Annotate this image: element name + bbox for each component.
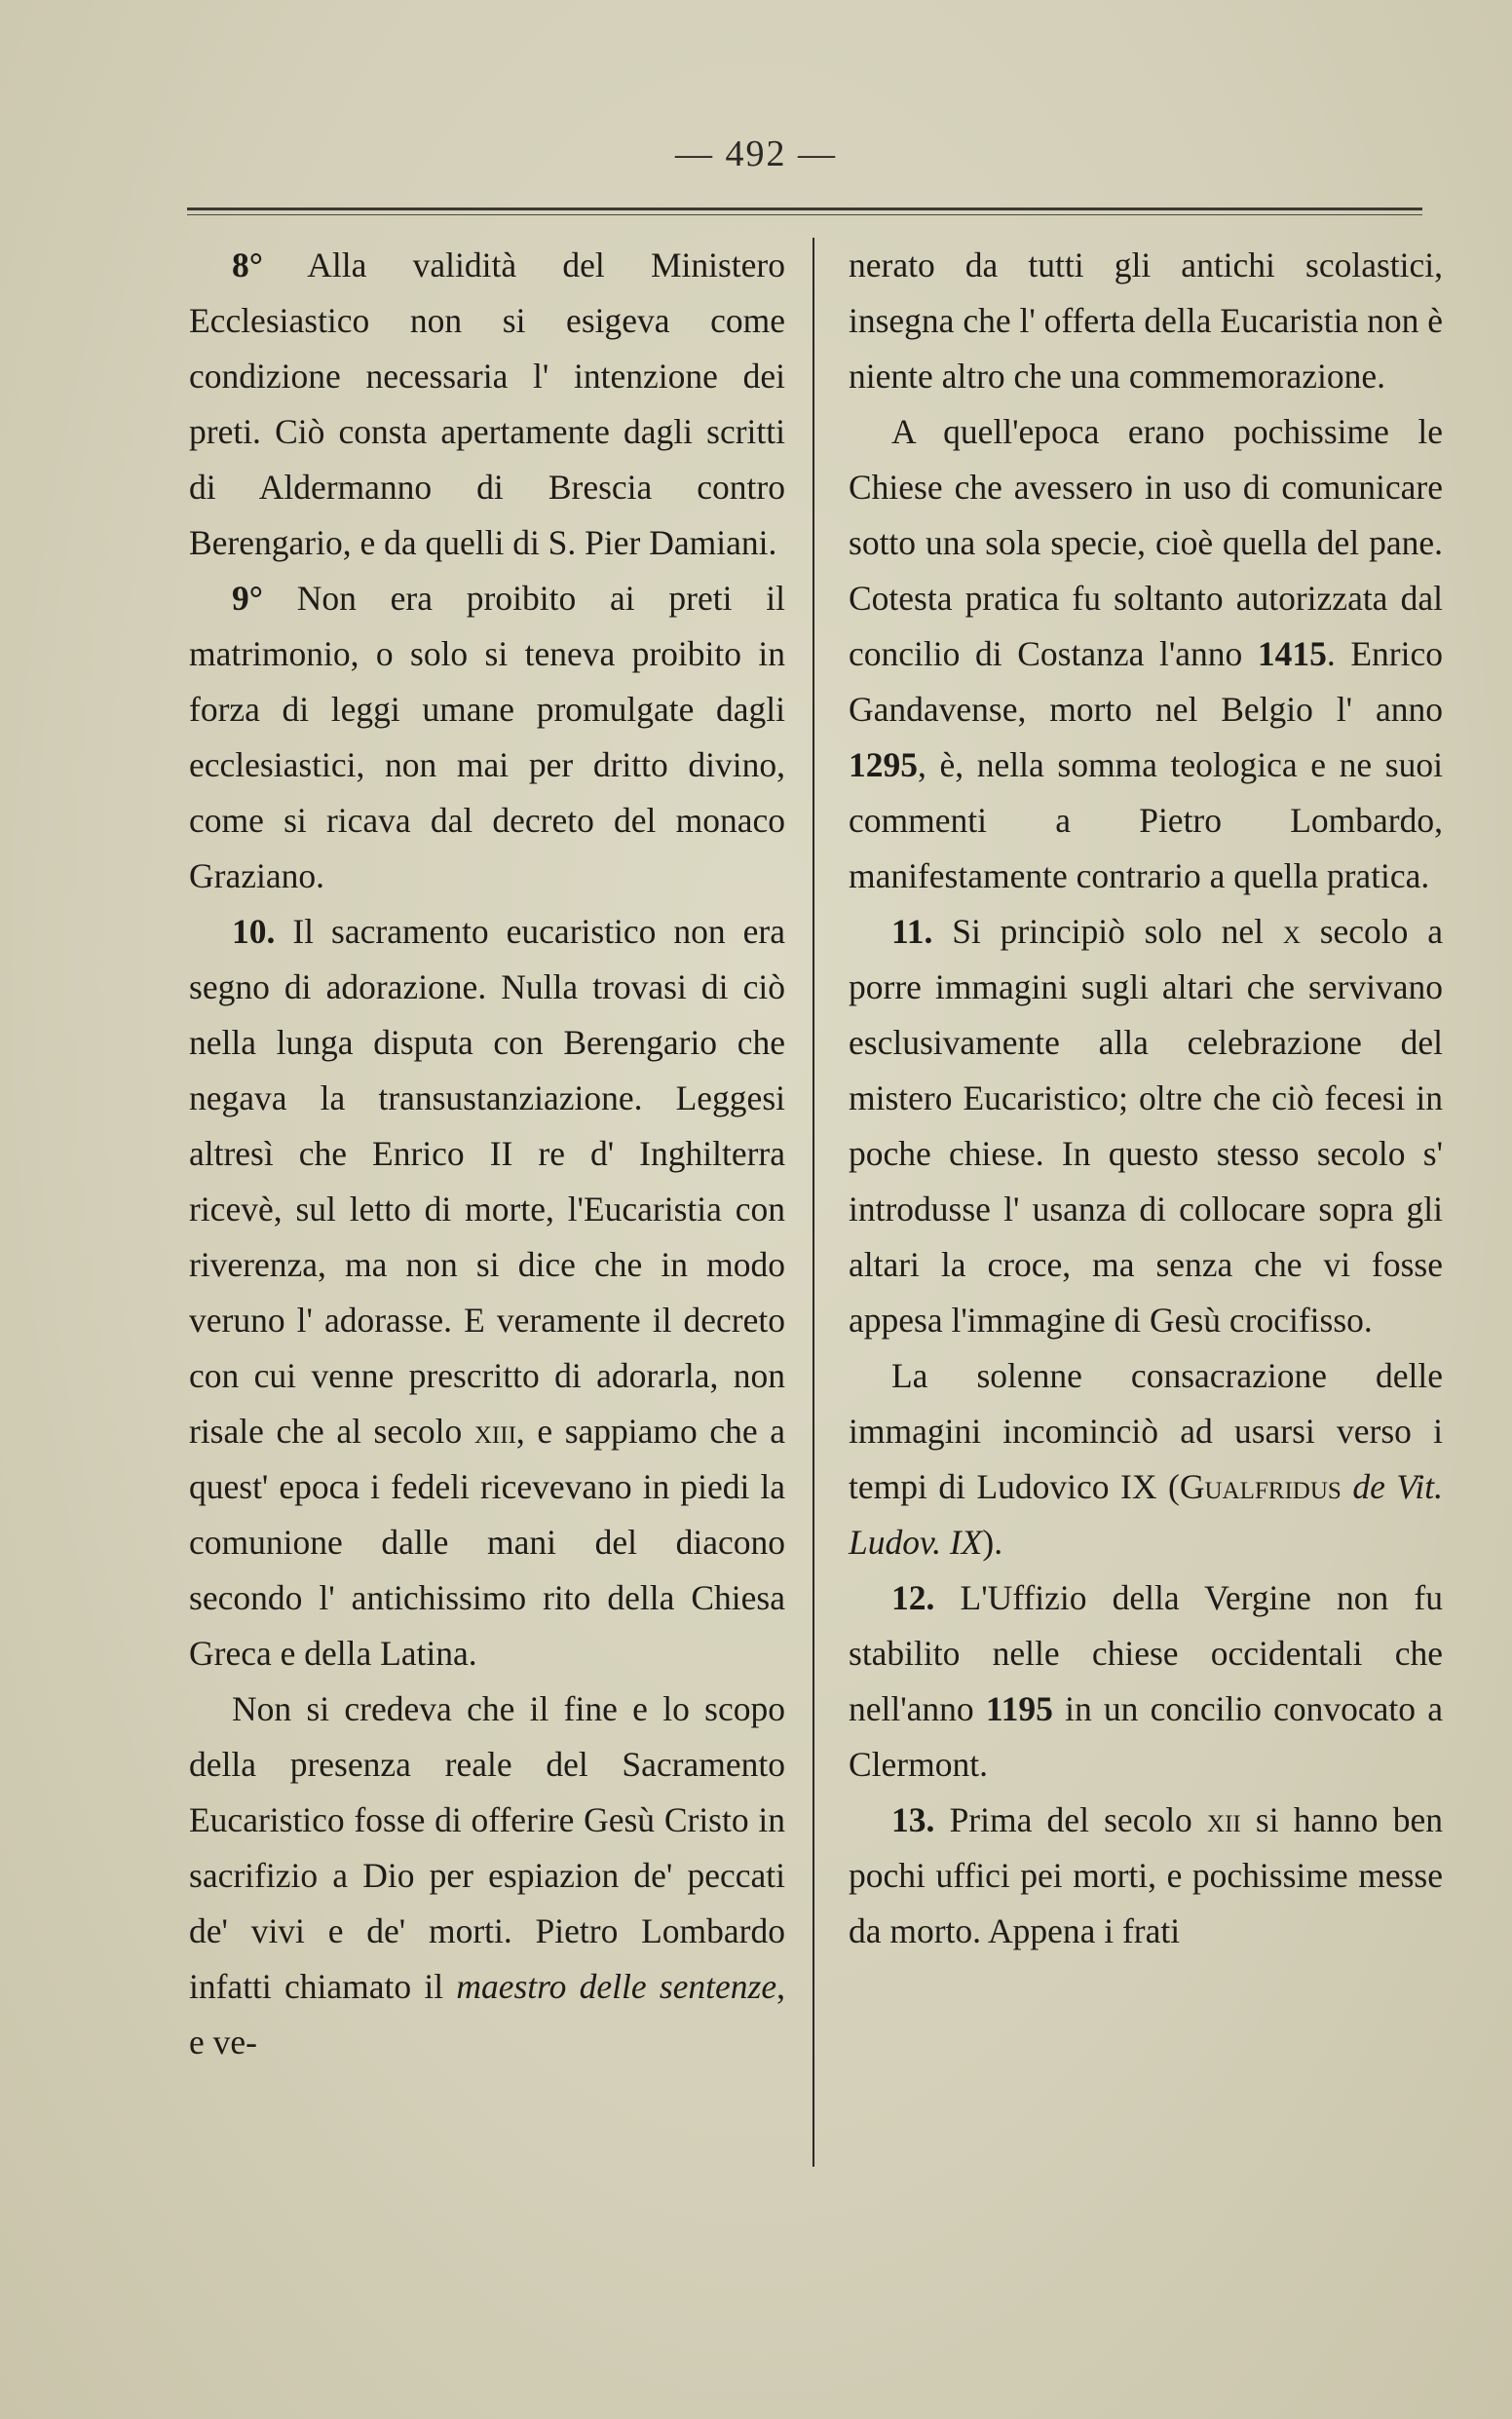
- year: 1415: [1257, 634, 1327, 673]
- century-numeral: xii: [1207, 1800, 1241, 1839]
- paragraph-consecration: [849, 1348, 1443, 1570]
- paragraph-text: . Enrico Gandavense, morto nel Belgio l' anno: [849, 634, 1443, 729]
- paragraph-number: 12.: [891, 1578, 935, 1617]
- paragraph-text: La solenne consacrazione delle immagini incominciò ad usarsi verso i tempi di Ludovico IX (: [849, 1356, 1443, 1506]
- paragraph-text: A quell'epoca erano pochissime le Chiese che avessero in uso di comunicare sotto una sola specie, cioè quella del pane. Cotesta pratica fu soltanto autorizzata dal concilio di Costanza l'anno: [849, 412, 1443, 673]
- paragraph-text: , e ve-: [189, 1967, 785, 2061]
- italic-title: maestro delle sentenze: [456, 1967, 777, 2006]
- paragraph-text: Prima del secolo: [934, 1800, 1208, 1839]
- column-divider: [813, 238, 814, 2167]
- paragraph-8: [189, 238, 785, 571]
- year: 1195: [985, 1689, 1053, 1728]
- paragraph-text: nerato da tutti gli antichi scolastici, insegna che l' offerta della Eucaristia non è niente altro che una commemorazione.: [849, 246, 1443, 396]
- paragraph-text: Non si credeva che il fine e lo scopo della presenza reale del Sacramento Eucaristico fosse di offerire Gesù Cristo in sacrifizio a Dio per espiazion de' peccati de' vivi e de' morti. Pietro Lombardo infatti chiamato il: [189, 1689, 785, 2006]
- paragraph-text: , è, nella somma teologica e ne suoi commenti a Pietro Lombardo, manifestamente contrario a quella pratica.: [849, 745, 1443, 895]
- paragraph-number: 13.: [891, 1800, 935, 1839]
- paragraph-13: [849, 1793, 1443, 1959]
- century-numeral: xiii: [473, 1412, 516, 1451]
- paragraph-text: , e sappiamo che a quest' epoca i fedeli ricevevano in piedi la comunione dalle mani del diacono secondo l' antichissimo rito della Chiesa Greca e della Latina.: [189, 1412, 785, 1673]
- paragraph-text: ).: [982, 1523, 1003, 1562]
- page-number: — 492 —: [675, 133, 837, 174]
- paragraph-continuation: [849, 238, 1443, 404]
- paragraph-number: 11.: [891, 912, 933, 951]
- paragraph-number: 10.: [232, 912, 276, 951]
- paragraph-eucharist-sacrifice: [189, 1682, 785, 2070]
- paragraph-text: Si principiò solo nel: [932, 912, 1283, 951]
- right-column: [849, 238, 1443, 1959]
- paragraph-text: Alla validità del Ministero Ecclesiastico non si esigeva come condizione necessaria l' intenzione dei preti. Ciò consta apertamente dagli scritti di Aldermanno di Brescia contro Berengario, e da quelli di S. Pier Damiani.: [189, 246, 785, 562]
- citation-author: Gualfridus: [1179, 1467, 1342, 1506]
- paragraph-12: [849, 1570, 1443, 1793]
- century-numeral: x: [1282, 912, 1301, 951]
- paragraph-number: 8°: [232, 246, 263, 284]
- left-column: [189, 238, 785, 2070]
- paragraph-text: in un concilio convocato a Clermont.: [849, 1689, 1443, 1784]
- paragraph-text: Non era proibito ai preti il matrimonio, o solo si teneva proibito in forza di leggi umane promulgate dagli ecclesiastici, non mai per dritto divino, come si ricava dal decreto del monaco Graziano.: [189, 579, 785, 895]
- paragraph-text: si hanno ben pochi uffici pei morti, e pochissime messe da morto. Appena i frati: [849, 1800, 1444, 1950]
- paragraph-text: Il sacramento eucaristico non era segno di adorazione. Nulla trovasi di ciò nella lunga disputa con Berengario che negava la transustanziazione. Leggesi altresì che Enrico II re d' Inghilterra ricevè, sul letto di morte, l'Eucaristia con riverenza, ma non si dice che in modo veruno l' adorasse. E veramente il decreto con cui venne prescritto di adorarla, non risale che al secolo: [189, 912, 785, 1451]
- year: 1295: [849, 745, 918, 784]
- paragraph-10: [189, 904, 785, 1682]
- paragraph-communion: [849, 404, 1443, 904]
- paragraph-9: [189, 571, 785, 904]
- paragraph-11: [849, 904, 1443, 1348]
- header-rule-thin: [187, 214, 1422, 215]
- paragraph-text: L'Uffizio della Vergine non fu stabilito nelle chiese occidentali che nell'anno: [849, 1578, 1443, 1728]
- citation-title: de Vit. Ludov. IX: [849, 1467, 1443, 1562]
- paragraph-number: 9°: [232, 579, 263, 618]
- header-rule: [187, 208, 1422, 210]
- paragraph-text: secolo a porre immagini sugli altari che servivano esclusivamente alla celebrazione del mistero Eucaristico; oltre che ciò fecesi in poche chiese. In questo stesso secolo s' introdusse l' usanza di collocare sopra gli altari la croce, ma senza che vi fosse appesa l'immagine di Gesù crocifisso.: [849, 912, 1443, 1340]
